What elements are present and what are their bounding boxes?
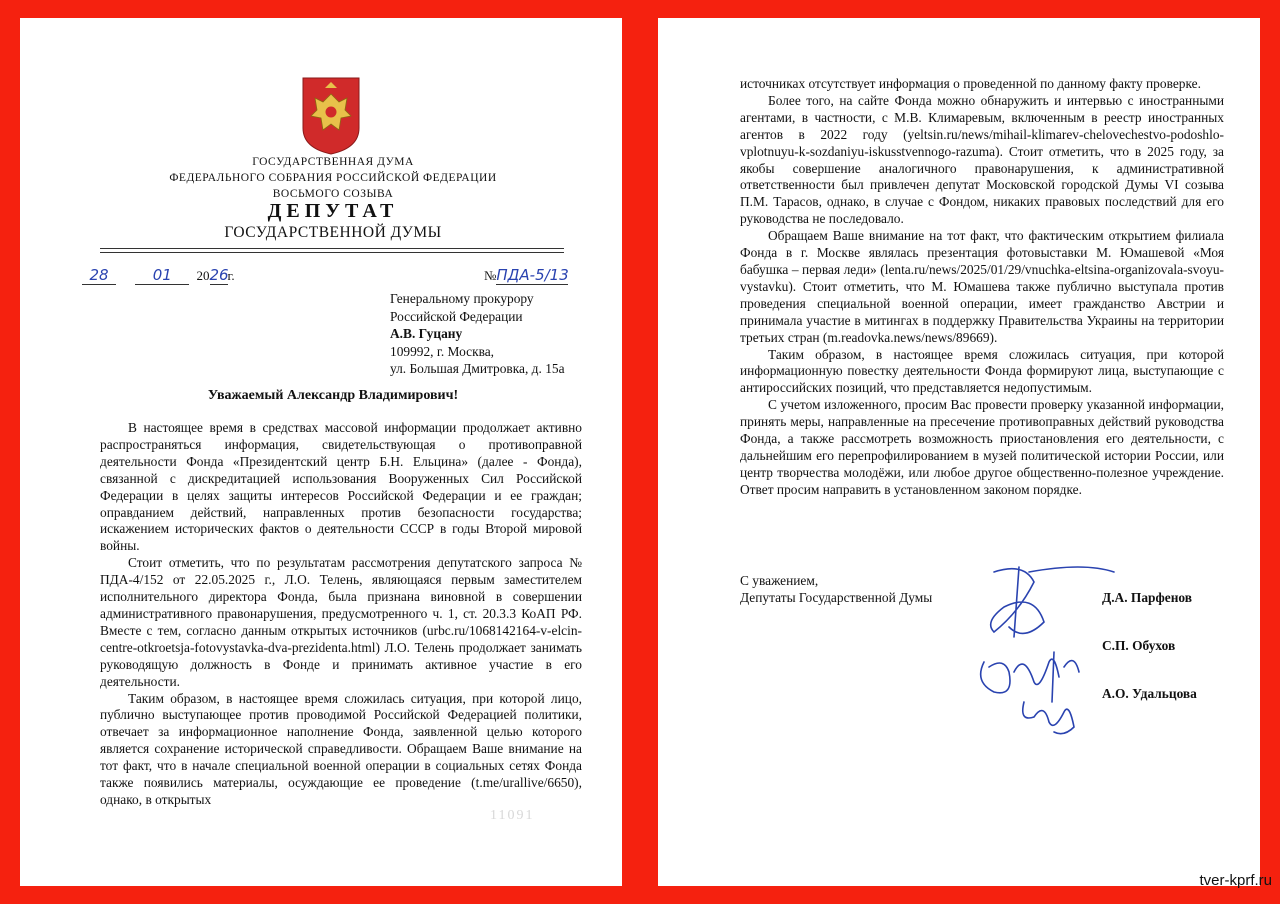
- paragraph: С учетом изложенного, просим Вас провести проверку указанной информации, принять меры, направленные на пресечение противоправных действий руководства Фонда, а также рассмотреть возможность приостановления его деятельности, с дальнейшим его перепрофилированием в музей политической истории России, или центр творчества молодёжи, или любое другое общественно-полезное учреждение. Ответ просим направить в установленном законом порядке.: [740, 397, 1224, 497]
- date-field: [82, 266, 235, 285]
- letter-body-page-1: [100, 420, 582, 809]
- header-block: [20, 154, 646, 202]
- paragraph: Более того, на сайте Фонда можно обнаружить и интервью с иностранными агентами, в частности, с М.В. Климаревым, включенным в реестр иностранных агентов в 2022 году (yeltsin.ru/news/mihail-klimarev-chelovechestvo-podoshlo-vplotnuyu-k-sozdaniyu-iskusstvennogo-razuma). Стоит отметить, что в 2025 году, за якобы совершение аналогичного правонарушения, к административной ответственности был привлечен депутат Московской городской Думы VI созыва П.М. Тарасов, однако, в случае с Фондом, никаких правовых последствий для его руководства не последовало.: [740, 92, 1224, 227]
- registration-stamp: 11091: [490, 808, 535, 823]
- date-suffix: г.: [227, 268, 235, 283]
- addressee-block: [390, 290, 630, 378]
- reference-number: [484, 266, 568, 285]
- paragraph: В настоящее время в средствах массовой информации продолжает активно распространяться информация, свидетельствующая о противоправной деятельности Фонда «Президентский центр Б.Н. Ельцина» (далее - Фонда), связанной с дискредитацией использования Вооруженных Сил Российской Федерации в целях защиты интересов Российской Федерации и ее граждан; оправданием действий, направленных против безопасности государства; искажением исторических фактов о деятельности СССР в годы Второй мировой войны.: [100, 420, 582, 554]
- closing-line-2: Депутаты Государственной Думы: [740, 590, 933, 605]
- header-line-1: ГОСУДАРСТВЕННАЯ ДУМА: [252, 156, 414, 168]
- signatory-3: А.О. Удальцова: [1102, 686, 1197, 701]
- number-value: ПДА-5/13: [496, 266, 569, 284]
- date-year-prefix: 20: [196, 268, 210, 283]
- paragraph-continued: источниках отсутствует информация о проведенной по данному факту проверке.: [740, 76, 1201, 91]
- addressee-line-5: ул. Большая Дмитровка, д. 15а: [390, 361, 565, 376]
- addressee-line-1: Генеральному прокурору: [390, 291, 534, 306]
- letter-body-page-2: [740, 76, 1224, 499]
- signatory-2: С.П. Обухов: [1102, 638, 1176, 653]
- site-watermark: tver-kprf.ru: [1199, 872, 1272, 889]
- closing-line-1: С уважением,: [740, 573, 819, 588]
- date-year-suffix: 26: [209, 266, 229, 284]
- date-day: 28: [82, 266, 116, 285]
- date-month: 01: [135, 266, 189, 285]
- paragraph: Стоит отметить, что по результатам рассмотрения депутатского запроса № ПДА-4/152 от 22.05.2025 г., Л.О. Телень, являющаяся первым заместителем исполнительного директора Фонда, была признана виновной в совершении административного правонарушения, предусмотренного ч. 1, ст. 20.3.3 КоАП РФ. Вместе с тем, согласно данным открытых источников (urbc.ru/1068142164-v-elcin-centre-otkroetsja-fotovystavka-dva-prezidenta.html) Л.О. Телень продолжает занимать руководящую должность в Фонде и принимать активное участие в его деятельности.: [100, 555, 582, 689]
- header-line-2: ФЕДЕРАЛЬНОГО СОБРАНИЯ РОССИЙСКОЙ ФЕДЕРАЦИИ: [169, 172, 497, 184]
- paragraph: Таким образом, в настоящее время сложилась ситуация, при которой информационную повестку деятельности Фонда формируют лица, выступающие с антироссийских позиций, что представляется недопустимым.: [740, 346, 1224, 396]
- number-prefix: №: [484, 268, 497, 283]
- letter-page-2: [658, 18, 1260, 886]
- signatory-1: Д.А. Парфенов: [1102, 590, 1193, 605]
- greeting: Уважаемый Александр Владимирович!: [207, 388, 459, 403]
- header-line-3: ВОСЬМОГО СОЗЫВА: [272, 188, 394, 200]
- page-subtitle: ГОСУДАРСТВЕННОЙ ДУМЫ: [224, 224, 442, 241]
- letter-page-1: [20, 18, 622, 886]
- paragraph: Обращаем Ваше внимание на тот факт, что фактическим открытием филиала Фонда в г. Москве являлась презентация фотовыставки М. Юмашевой «Моя бабушка – первая леди» (lenta.ru/news/2025/01/29/vnuchka-eltsina-organizovala-svoyu-vystavku). Стоит отметить, что М. Юмашева также публично выступала против проведения специальной военной операции, имеет гражданство Австрии и принимала участие в митингах в поддержку Правительства Украины на территории третьих стран (m.readovka.news/news/89669).: [740, 228, 1224, 345]
- page-title: ДЕПУТАТ: [267, 200, 399, 222]
- addressee-line-4: 109992, г. Москва,: [390, 343, 495, 359]
- closing-block: [740, 572, 932, 606]
- coat-of-arms-emblem: [301, 76, 361, 156]
- paragraph: Таким образом, в настоящее время сложилась ситуация, при которой лицо, публично выступающее против проводимой Российской Федерацией политики, отвечает за информационное наполнение Фонда, заявленной целью которого является сохранение исторической справедливости. Обращаем Ваше внимание на тот факт, что в начале специальной военной операции в социальных сетях Фонда также появились материалы, осуждающие ее проведение (t.me/urallive/6650), однако, в открытых: [100, 690, 582, 807]
- addressee-line-2: Российской Федерации: [390, 308, 523, 324]
- header-divider-top: [100, 248, 564, 249]
- addressee-name: А.В. Гуцану: [390, 326, 463, 341]
- header-divider-bottom: [100, 252, 564, 253]
